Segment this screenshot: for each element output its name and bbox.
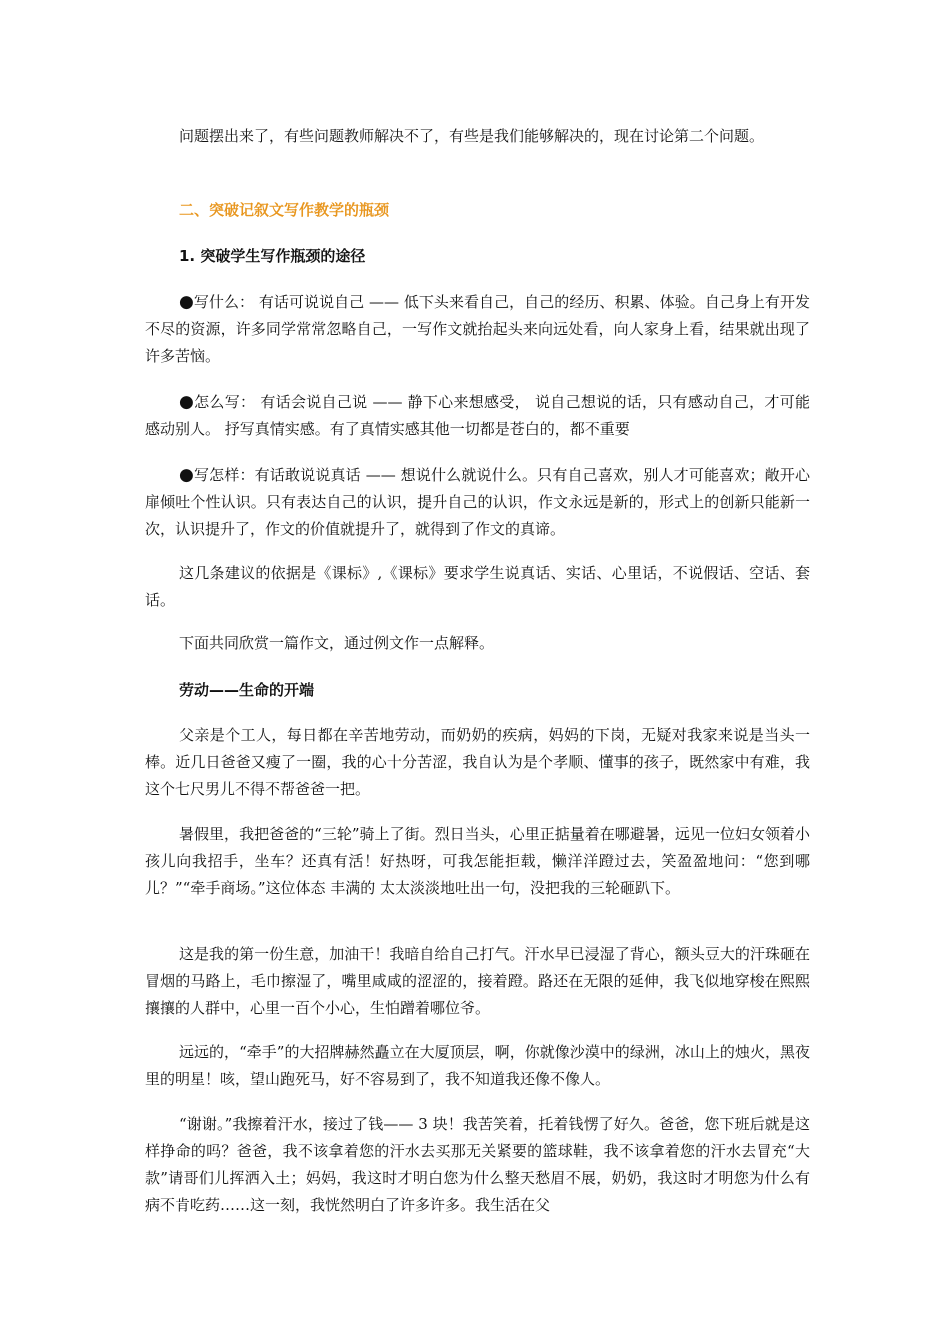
essay-title: 劳动——生命的开端 bbox=[179, 681, 315, 699]
bullet-text: 写什么： 有话可说说自己 —— 低下头来看自己，自己的经历、积累、体验。自己身上有开发不尽的资源，许多同学常常忽略自己，一写作文就抬起头来向远处看，向人家身上看，结果就出现了许多苦恼。 bbox=[145, 293, 810, 365]
bullet-text: 写怎样：有话敢说说真话 —— 想说什么就说什么。只有自己喜欢，别人才可能喜欢；敞开心扉倾吐个性认识。只有表达自己的认识，提升自己的认识，作文永远是新的，形式上的创新只能新一次，认识提升了，作文的价值就提升了，就得到了作文的真谛。 bbox=[145, 466, 810, 538]
section-heading: 二、突破记叙文写作教学的瓶颈 bbox=[179, 201, 390, 219]
bullet-icon: ● bbox=[179, 392, 195, 412]
essay-paragraph: 这是我的第一份生意，加油干！我暗自给自己打气。汗水早已浸湿了背心，额头豆大的汗珠砸在冒烟的马路上，毛巾擦湿了，嘴里咸咸的涩涩的，接着蹬。路还在无限的延伸，我飞似地穿梭在熙熙攘攘的人群中，心里一百个小心，生怕蹭着哪位爷。 bbox=[145, 945, 810, 1017]
bullet-text: 怎么写： 有话会说自己说 —— 静下心来想感受， 说自己想说的话，只有感动自己，才可能感动别人。 抒写真情实感。有了真情实感其他一切都是苍白的，都不重要 bbox=[145, 393, 811, 438]
bullet-icon: ● bbox=[179, 465, 194, 485]
bullet-paragraph-how bbox=[145, 389, 810, 443]
bullet-icon: ● bbox=[179, 292, 194, 312]
essay-paragraph: 暑假里，我把爸爸的“三轮”骑上了街。烈日当头，心里正掂量着在哪避暑，远见一位妇女领着小孩儿向我招手，坐车？还真有活！好热呀，可我怎能拒载，懒洋洋蹬过去，笑盈盈地问：“您到哪儿？”“牵手商场。”这位体态 丰满的 太太淡淡地吐出一句，没把我的三轮砸趴下。 bbox=[145, 825, 810, 897]
essay-paragraph: 父亲是个工人，每日都在辛苦地劳动，而奶奶的疾病，妈妈的下岗，无疑对我家来说是当头一棒。近几日爸爸又瘦了一圈，我的心十分苦涩，我自认为是个孝顺、懂事的孩子，既然家中有难，我这个七尺男儿不得不帮爸爸一把。 bbox=[145, 726, 810, 798]
essay-paragraph: “谢谢。”我擦着汗水，接过了钱—— 3 块！我苦笑着，托着钱愣了好久。爸爸，您下班后就是这样挣命的吗？爸爸，我不该拿着您的汗水去买那无关紧要的篮球鞋，我不该拿着您的汗水去冒充“大款”请哥们儿挥洒入土；妈妈，我这时才明白您为什么整天愁眉不展，奶奶，我这时才明您为什么有病不肯吃药……这一刻，我恍然明白了许多许多。我生活在父 bbox=[145, 1115, 810, 1214]
basis-paragraph: 这几条建议的依据是《课标》,《课标》要求学生说真话、实话、心里话，不说假话、空话、套话。 bbox=[145, 564, 810, 609]
bullet-paragraph-style bbox=[145, 462, 810, 543]
bullet-paragraph-what bbox=[145, 289, 810, 370]
subheading: 1. 突破学生写作瓶颈的途径 bbox=[179, 247, 366, 265]
appreciate-paragraph: 下面共同欣赏一篇作文，通过例文作一点解释。 bbox=[179, 634, 495, 652]
essay-paragraph: 远远的，“牵手”的大招牌赫然矗立在大厦顶层，啊，你就像沙漠中的绿洲，冰山上的烛火，黑夜里的明星！咳，望山跑死马，好不容易到了，我不知道我还像不像人。 bbox=[145, 1043, 810, 1088]
intro-paragraph: 问题摆出来了，有些问题教师解决不了，有些是我们能够解决的，现在讨论第二个问题。 bbox=[179, 127, 765, 145]
